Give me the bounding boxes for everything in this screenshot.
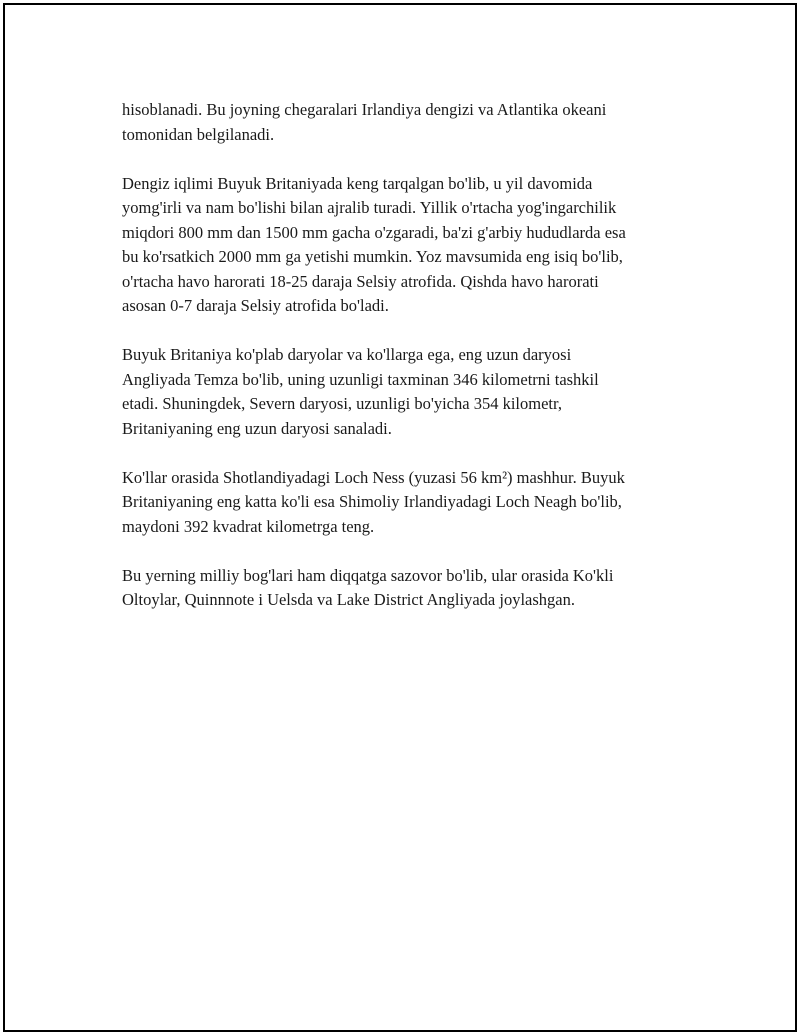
paragraph-1 [122, 98, 702, 147]
text-line: Angliyada Temza bo'lib, uning uzunligi taxminan 346 kilometrni tashkil [122, 369, 599, 389]
text-line: Dengiz iqlimi Buyuk Britaniyada keng tarqalgan bo'lib, u yil davomida [122, 173, 593, 193]
paragraph-4 [122, 466, 702, 540]
text-line: asosan 0-7 daraja Selsiy atrofida bo'ladi. [122, 296, 389, 315]
text-line: Buyuk Britaniya ko'plab daryolar va ko'llarga ega, eng uzun daryosi [122, 345, 572, 364]
text-line: etadi. Shuningdek, Severn daryosi, uzunligi bo'yicha 354 kilometr, [122, 394, 562, 413]
page-frame [3, 3, 797, 1032]
paragraph-5 [122, 564, 702, 613]
text-line: Bu yerning milliy bog'lari ham diqqatga sazovor bo'lib, ular orasida Ko'kli [122, 565, 614, 585]
text-line: Ko'llar orasida Shotlandiyadagi Loch Ness (yuzasi 56 km²) mashhur. Buyuk [122, 467, 625, 487]
page-body [122, 98, 702, 637]
text-line: o'rtacha havo harorati 18-25 daraja Selsiy atrofida. Qishda havo harorati [122, 271, 599, 291]
text-line: maydoni 392 kvadrat kilometrga teng. [122, 516, 375, 536]
text-line: Oltoylar, Quinnnote i Uelsda va Lake District Angliyada joylashgan. [122, 590, 575, 609]
text-line: Britaniyaning eng uzun daryosi sanaladi. [122, 418, 392, 438]
text-line: hisoblanadi. Bu joyning chegaralari Irlandiya dengizi va Atlantika okeani [122, 100, 607, 119]
paragraph-3 [122, 343, 702, 441]
text-line: yomg'irli va nam bo'lishi bilan ajralib turadi. Yillik o'rtacha yog'ingarchilik [122, 198, 617, 217]
paragraph-2 [122, 172, 702, 319]
text-line: miqdori 800 mm dan 1500 mm gacha o'zgaradi, ba'zi g'arbiy hududlarda esa [122, 222, 626, 242]
text-line: Britaniyaning eng katta ko'li esa Shimoliy Irlandiyadagi Loch Neagh bo'lib, [122, 492, 622, 511]
text-line: bu ko'rsatkich 2000 mm ga yetishi mumkin. Yoz mavsumida eng isiq bo'lib, [122, 247, 623, 266]
text-line: tomonidan belgilanadi. [122, 124, 275, 144]
